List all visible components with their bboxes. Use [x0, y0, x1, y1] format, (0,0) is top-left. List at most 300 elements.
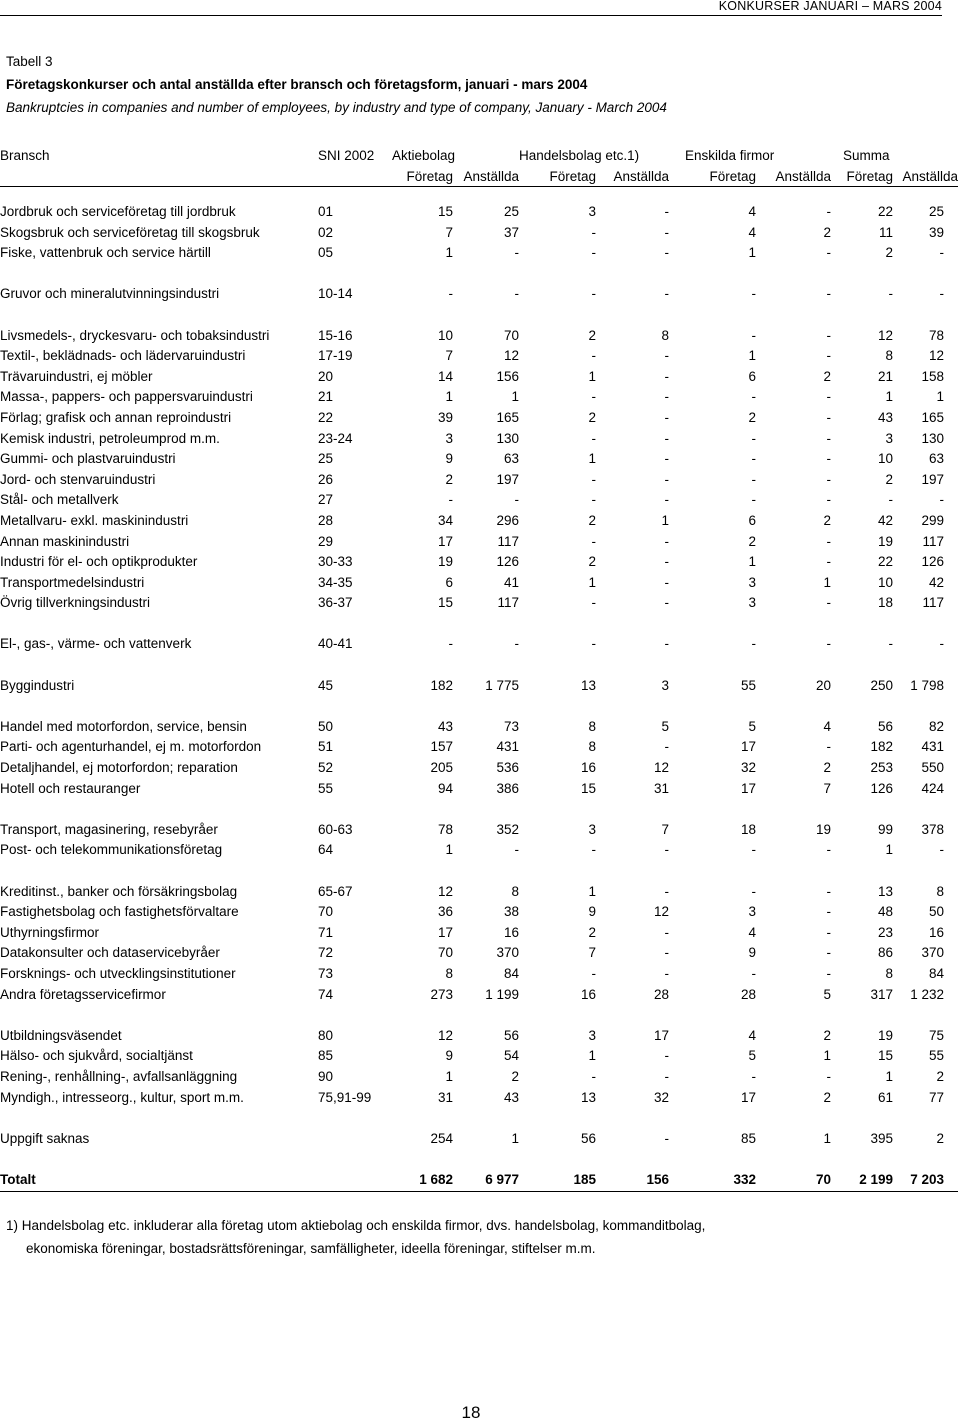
value-cell: 3 [588, 821, 597, 837]
table-row [0, 964, 958, 985]
sni-code: 27 [318, 492, 334, 508]
value-cell: 17 [741, 739, 757, 755]
sni-code: 10-14 [318, 286, 353, 302]
value-cell: 2 [823, 224, 832, 240]
value-cell: 126 [496, 554, 520, 570]
value-cell: 70 [503, 327, 520, 343]
value-cell: 2 [588, 924, 597, 940]
industry-label: Detaljhandel, ej motorfordon; reparation [0, 760, 238, 776]
value-cell: - [591, 636, 597, 652]
value-cell: 296 [496, 512, 520, 528]
value-cell: 70 [756, 1170, 831, 1191]
value-cell: 4 [823, 718, 832, 734]
value-cell: 55 [929, 1048, 945, 1064]
value-cell: 19 [437, 554, 453, 570]
value-cell: - [826, 492, 832, 508]
value-cell: - [751, 471, 757, 487]
value-cell: 4 [748, 1027, 757, 1043]
value-cell: - [751, 492, 757, 508]
value-cell: 253 [870, 760, 894, 776]
value-cell: 1 [885, 1068, 894, 1084]
header-sub: Företag [831, 166, 893, 187]
value-cell: - [664, 842, 670, 858]
value-cell: - [591, 389, 597, 405]
industry-label: Utbildningsväsendet [0, 1027, 122, 1043]
sni-code: 02 [318, 224, 334, 240]
value-cell: 15 [878, 1048, 894, 1064]
value-cell: 158 [921, 368, 945, 384]
value-cell: 2 [885, 471, 894, 487]
value-cell: - [826, 636, 832, 652]
sni-code: 34-35 [318, 574, 353, 590]
value-cell: 126 [921, 554, 945, 570]
value-cell: 2 [748, 533, 757, 549]
value-cell: 8 [445, 965, 453, 981]
value-cell: 22 [878, 554, 894, 570]
footnote-line-2: ekonomiska föreningar, bostadsrättsföreningar, samfälligheter, ideella föreningar, stiftelser m.m. [26, 1241, 596, 1256]
table-titles [6, 50, 667, 119]
value-cell: - [751, 430, 757, 446]
industry-label: Byggindustri [0, 677, 75, 693]
spacer-row [0, 799, 958, 820]
value-cell: 12 [654, 760, 670, 776]
value-cell: 56 [580, 1130, 597, 1146]
value-cell: 9 [445, 451, 453, 467]
value-cell: 182 [430, 677, 453, 693]
value-cell: 12 [503, 348, 520, 364]
value-cell: - [664, 1068, 670, 1084]
value-cell: 550 [921, 760, 945, 776]
value-cell: - [826, 945, 832, 961]
value-cell: - [888, 286, 894, 302]
value-cell: - [826, 430, 832, 446]
value-cell: 352 [496, 821, 520, 837]
sni-code: 21 [318, 389, 334, 405]
value-cell: 12 [929, 348, 945, 364]
value-cell: 12 [437, 883, 453, 899]
value-cell: - [664, 204, 670, 219]
sni-code: 72 [318, 945, 334, 961]
value-cell: - [664, 883, 670, 899]
value-cell: - [591, 965, 597, 981]
value-cell: 1 [748, 348, 757, 364]
sni-code: 36-37 [318, 595, 353, 611]
value-cell: 78 [929, 327, 945, 343]
value-cell: 16 [929, 924, 945, 940]
value-cell: 15 [437, 595, 453, 611]
table-row [0, 326, 958, 347]
value-cell: - [826, 924, 832, 940]
value-cell: 1 [445, 245, 453, 261]
value-cell: 43 [437, 718, 453, 734]
value-cell: 317 [870, 986, 894, 1002]
value-cell: - [591, 533, 597, 549]
value-cell: - [751, 451, 757, 467]
value-cell: 31 [437, 1089, 453, 1105]
industry-label: Jord- och stenvaruindustri [0, 471, 156, 487]
value-cell: - [591, 430, 597, 446]
value-cell: 1 [823, 1048, 832, 1064]
value-cell: 10 [437, 327, 453, 343]
value-cell: - [826, 965, 832, 981]
value-cell: 2 [511, 1068, 520, 1084]
value-cell: 7 [823, 780, 832, 796]
value-cell: 1 [511, 1130, 520, 1146]
header-group-aktiebolag: Aktiebolag [392, 147, 456, 163]
value-cell: 8 [885, 348, 894, 364]
value-cell: - [826, 451, 832, 467]
industry-label: El-, gas-, värme- och vattenverk [0, 636, 192, 652]
industry-label: Kreditinst., banker och försäkringsbolag [0, 883, 238, 899]
value-cell: 39 [437, 409, 453, 425]
value-cell: 8 [588, 718, 597, 734]
value-cell: 273 [430, 986, 453, 1002]
sni-code: 51 [318, 739, 334, 755]
value-cell: - [591, 492, 597, 508]
value-cell: 130 [921, 430, 945, 446]
industry-label: Hotell och restauranger [0, 780, 141, 796]
value-cell: 9 [445, 1048, 453, 1064]
value-cell: - [591, 471, 597, 487]
table-row [0, 387, 958, 408]
value-cell: - [448, 636, 453, 652]
value-cell: - [664, 945, 670, 961]
sni-code: 23-24 [318, 430, 353, 446]
value-cell: - [664, 739, 670, 755]
value-cell: - [664, 451, 670, 467]
sni-code: 28 [318, 512, 334, 528]
table-label: Tabell 3 [6, 54, 53, 69]
value-cell: 2 [936, 1130, 945, 1146]
value-cell: 25 [503, 204, 520, 219]
table-row [0, 758, 958, 779]
table-row [0, 593, 958, 614]
table-row [0, 223, 958, 244]
value-cell: - [591, 224, 597, 240]
value-cell: - [888, 492, 894, 508]
value-cell: 3 [445, 430, 453, 446]
sni-code: 40-41 [318, 636, 353, 652]
value-cell: - [939, 842, 945, 858]
value-cell: - [751, 389, 757, 405]
value-cell: - [939, 286, 945, 302]
value-cell: 185 [519, 1170, 596, 1191]
value-cell: - [939, 636, 945, 652]
value-cell: 6 [748, 512, 757, 528]
value-cell: 25 [929, 204, 945, 219]
value-cell: - [514, 286, 520, 302]
value-cell: 63 [503, 451, 520, 467]
value-cell: 36 [437, 904, 453, 920]
value-cell: 130 [496, 430, 520, 446]
value-cell: 8 [661, 327, 670, 343]
value-cell: 3 [885, 430, 894, 446]
header-sub: Anställda [596, 166, 669, 187]
value-cell: 5 [748, 718, 757, 734]
industry-label: Jordbruk och serviceföretag till jordbruk [0, 204, 236, 219]
spacer-row [0, 655, 958, 676]
header-group-enskilda: Enskilda firmor [685, 147, 775, 163]
header-sub: Företag [669, 166, 756, 187]
industry-label: Kemisk industri, petroleumprod m.m. [0, 430, 220, 446]
value-cell: 22 [878, 204, 894, 219]
industry-label: Datakonsulter och dataservicebyråer [0, 945, 220, 961]
sni-code: 20 [318, 368, 334, 384]
value-cell: 56 [503, 1027, 520, 1043]
value-cell: 38 [503, 904, 520, 920]
sni-code [318, 1170, 388, 1191]
value-cell: - [826, 554, 832, 570]
value-cell: - [826, 245, 832, 261]
value-cell: - [826, 204, 832, 219]
sni-code: 17-19 [318, 348, 353, 364]
value-cell: 19 [878, 1027, 894, 1043]
value-cell: 12 [654, 904, 670, 920]
value-cell: 6 [445, 574, 453, 590]
value-cell: 1 [588, 1048, 597, 1064]
value-cell: 42 [878, 512, 894, 528]
total-row [0, 1170, 958, 1191]
sni-code: 71 [318, 924, 334, 940]
value-cell: - [664, 595, 670, 611]
value-cell: 17 [654, 1027, 670, 1043]
header-row-groups [0, 144, 958, 166]
sni-code: 01 [318, 204, 334, 219]
value-cell: 386 [496, 780, 520, 796]
value-cell: - [826, 904, 832, 920]
header-sub: Företag [519, 166, 596, 187]
value-cell: 17 [741, 780, 757, 796]
industry-label: Forsknings- och utvecklingsinstitutioner [0, 965, 236, 981]
spacer-row [0, 305, 958, 326]
value-cell: 19 [878, 533, 894, 549]
value-cell: 6 977 [453, 1170, 519, 1191]
value-cell: 431 [921, 739, 945, 755]
value-cell: - [591, 286, 597, 302]
sni-code: 45 [318, 677, 334, 693]
value-cell: 63 [929, 451, 945, 467]
value-cell: 1 [445, 389, 453, 405]
spacer-row [0, 1149, 958, 1170]
industry-label: Annan maskinindustri [0, 533, 130, 549]
value-cell: 8 [936, 883, 945, 899]
value-cell: 61 [878, 1089, 894, 1105]
value-cell: - [664, 224, 670, 240]
value-cell: 42 [929, 574, 945, 590]
value-cell: 2 [588, 512, 597, 528]
value-cell: 2 [823, 1089, 832, 1105]
value-cell: 156 [496, 368, 520, 384]
value-cell: - [591, 245, 597, 261]
value-cell: 2 [936, 1068, 945, 1084]
value-cell: - [939, 492, 945, 508]
value-cell: 1 [936, 389, 945, 405]
value-cell: 7 [445, 224, 453, 240]
sni-code: 55 [318, 780, 334, 796]
value-cell: 20 [816, 677, 832, 693]
value-cell: - [826, 327, 832, 343]
sni-code: 05 [318, 245, 334, 261]
table-title-english: Bankruptcies in companies and number of employees, by industry and type of company, January - March 2004 [6, 100, 667, 115]
value-cell: 254 [430, 1130, 453, 1146]
value-cell: 2 [823, 512, 832, 528]
value-cell: - [664, 1130, 670, 1146]
value-cell: 32 [654, 1089, 670, 1105]
value-cell: - [826, 471, 832, 487]
header-sub: Anställda [756, 166, 831, 187]
value-cell: 5 [661, 718, 670, 734]
value-cell: - [664, 471, 670, 487]
sni-code [318, 1129, 388, 1150]
value-cell: 1 [588, 368, 597, 384]
value-cell: 1 [823, 1130, 832, 1146]
table-row [0, 408, 958, 429]
table-row [0, 1088, 958, 1109]
industry-label: Transport, magasinering, resebyråer [0, 821, 218, 837]
table-row [0, 243, 958, 264]
value-cell: 4 [748, 924, 757, 940]
table-row [0, 676, 958, 697]
value-cell: 13 [580, 1089, 597, 1105]
value-cell: - [591, 348, 597, 364]
value-cell: 43 [503, 1089, 520, 1105]
value-cell: 205 [430, 760, 453, 776]
value-cell: 94 [437, 780, 453, 796]
table-row [0, 449, 958, 470]
table-row [0, 737, 958, 758]
value-cell: 378 [921, 821, 945, 837]
value-cell: - [591, 1068, 597, 1084]
value-cell: - [888, 636, 894, 652]
value-cell: 73 [503, 718, 520, 734]
value-cell: 197 [921, 471, 945, 487]
value-cell: 6 [748, 368, 757, 384]
header-spacer [0, 166, 318, 187]
header-rule [0, 15, 942, 16]
table-row [0, 1129, 958, 1150]
header-group-handelsbolag: Handelsbolag etc.1) [519, 147, 640, 163]
table-row [0, 923, 958, 944]
value-cell: - [826, 286, 832, 302]
value-cell: 117 [497, 533, 520, 549]
industry-label: Massa-, pappers- och pappersvaruindustri [0, 389, 253, 405]
value-cell: 41 [503, 574, 520, 590]
value-cell: 1 [661, 512, 670, 528]
value-cell: 28 [741, 986, 757, 1002]
value-cell: - [664, 430, 670, 446]
value-cell: 1 682 [388, 1170, 453, 1191]
spacer-row [0, 861, 958, 882]
value-cell: - [664, 286, 670, 302]
value-cell: 12 [437, 1027, 453, 1043]
value-cell: 370 [921, 945, 945, 961]
value-cell: 48 [878, 904, 894, 920]
sni-code: 26 [318, 471, 334, 487]
table-row [0, 284, 958, 305]
value-cell: - [448, 286, 453, 302]
table-row [0, 717, 958, 738]
value-cell: - [514, 636, 520, 652]
value-cell: 370 [496, 945, 520, 961]
value-cell: - [826, 739, 832, 755]
industry-label: Gruvor och mineralutvinningsindustri [0, 286, 220, 302]
header-spacer [318, 166, 388, 187]
value-cell: 32 [741, 760, 757, 776]
value-cell: 10 [878, 451, 894, 467]
value-cell: - [591, 595, 597, 611]
value-cell: 250 [870, 677, 894, 693]
table-row [0, 511, 958, 532]
value-cell: 395 [870, 1130, 894, 1146]
table-row [0, 943, 958, 964]
value-cell: - [664, 409, 670, 425]
value-cell: - [514, 245, 520, 261]
industry-label: Handel med motorfordon, service, bensin [0, 718, 247, 734]
value-cell: - [826, 348, 832, 364]
value-cell: - [664, 348, 670, 364]
value-cell: 165 [496, 409, 520, 425]
sni-code: 60-63 [318, 821, 353, 837]
footnote-line-1: 1) Handelsbolag etc. inkluderar alla företag utom aktiebolag och enskilda firmor, dvs. handelsbolag, kommanditbolag, [6, 1218, 706, 1233]
sni-code: 64 [318, 842, 334, 858]
table-row [0, 429, 958, 450]
industry-label: Post- och telekommunikationsföretag [0, 842, 223, 858]
value-cell: 75 [929, 1027, 945, 1043]
value-cell: 82 [929, 718, 945, 734]
value-cell: 117 [497, 595, 520, 611]
value-cell: - [751, 883, 757, 899]
value-cell: 332 [669, 1170, 756, 1191]
value-cell: - [664, 924, 670, 940]
industry-label: Stål- och metallverk [0, 492, 119, 508]
header-sub: Anställda [453, 166, 519, 187]
value-cell: 157 [430, 739, 453, 755]
value-cell: 1 232 [910, 986, 945, 1002]
table-row [0, 1046, 958, 1067]
value-cell: 7 203 [893, 1170, 958, 1191]
page-number: 18 [461, 1403, 481, 1422]
value-cell: - [664, 389, 670, 405]
sni-code: 73 [318, 965, 334, 981]
value-cell: 5 [823, 986, 832, 1002]
value-cell: 77 [929, 1089, 945, 1105]
value-cell: - [664, 245, 670, 261]
value-cell: 13 [580, 677, 597, 693]
value-cell: 2 [588, 327, 597, 343]
sni-code: 80 [318, 1027, 334, 1043]
sni-code: 75,91-99 [318, 1089, 372, 1105]
spacer-row [0, 696, 958, 717]
value-cell: 8 [588, 739, 597, 755]
value-cell: 431 [496, 739, 520, 755]
table-row [0, 820, 958, 841]
value-cell: 16 [503, 924, 520, 940]
value-cell: - [751, 1068, 757, 1084]
value-cell: 37 [503, 224, 520, 240]
value-cell: 165 [921, 409, 945, 425]
table-row [0, 552, 958, 573]
industry-label: Rening-, renhållning-, avfallsanläggning [0, 1068, 238, 1084]
value-cell: 3 [588, 204, 597, 219]
sni-code: 30-33 [318, 554, 353, 570]
value-cell: 21 [878, 368, 894, 384]
value-cell: - [826, 842, 832, 858]
value-cell: - [448, 492, 453, 508]
value-cell: 3 [661, 677, 670, 693]
table-row [0, 985, 958, 1006]
running-header: KONKURSER JANUARI – MARS 2004 [718, 0, 942, 13]
industry-label: Fastighetsbolag och fastighetsförvaltare [0, 904, 239, 920]
